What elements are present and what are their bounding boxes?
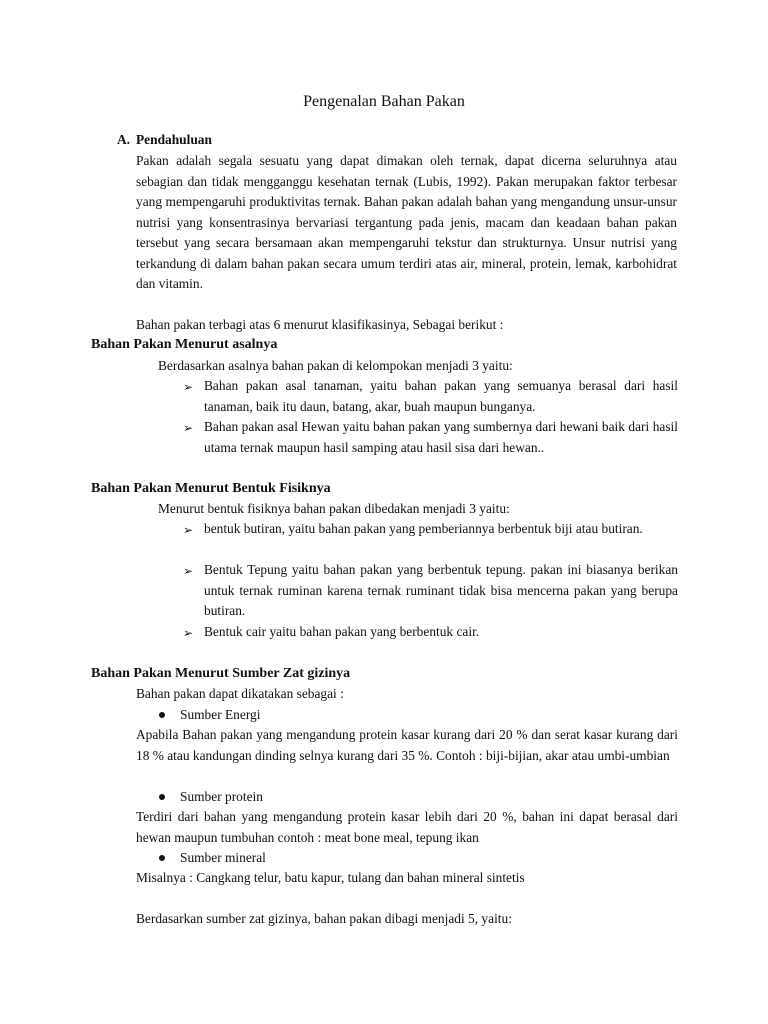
physical-item: Bentuk Tepung yaitu bahan pakan yang berbentuk tepung. pakan ini biasanya berikan untuk ternak ruminan karena ternak ruminant tidak bisa mencerna pakan yang berupa butiran. (204, 562, 678, 618)
nutrient-closing: Berdasarkan sumber zat gizinya, bahan pakan dibagi menjadi 5, yaitu: (136, 911, 512, 926)
classification-intro: Bahan pakan terbagi atas 6 menurut klasifikasinya, Sebagai berikut : (136, 317, 504, 332)
nutrient-heading: Bahan Pakan Menurut Sumber Zat gizinya (91, 666, 351, 681)
energy-text: Apabila Bahan pakan yang mengandung protein kasar kurang dari 20 % dan serat kasar kurang dari 18 % atau kandungan dinding selnya kurang dari 35 %. Contoh : biji-bijian, akar atau umbi-umbian (136, 727, 678, 763)
document-title: Pengenalan Bahan Pakan (303, 93, 465, 110)
section-a-marker: A. (117, 132, 131, 147)
physical-intro: Menurut bentuk fisiknya bahan pakan dibedakan menjadi 3 yaitu: (158, 501, 510, 516)
arrow-bullet-icon: ➢ (183, 626, 194, 640)
physical-item: bentuk butiran, yaitu bahan pakan yang pemberiannya berbentuk biji atau butiran. (204, 521, 643, 536)
arrow-bullet-icon: ➢ (183, 421, 194, 435)
mineral-label: Sumber mineral (180, 850, 266, 865)
arrow-bullet-icon: ➢ (183, 564, 194, 578)
origin-heading: Bahan Pakan Menurut asalnya (91, 337, 278, 352)
protein-text: Terdiri dari bahan yang mengandung protein kasar lebih dari 20 %, bahan ini dapat berasal dari hewan maupun tumbuhan contoh : meat bone meal, tepung ikan (136, 809, 678, 845)
origin-item: Bahan pakan asal tanaman, yaitu bahan pakan yang semuanya berasal dari hasil tanaman, baik itu daun, batang, akar, buah maupun bunganya. (204, 378, 678, 414)
arrow-bullet-icon: ➢ (183, 380, 194, 394)
energy-label: Sumber Energi (180, 707, 261, 722)
bullet-dot-icon (159, 712, 165, 718)
origin-item: Bahan pakan asal Hewan yaitu bahan pakan yang sumbernya dari hewani baik dari hasil utama ternak maupun hasil samping atau hasil sisa dari hewan.. (204, 419, 678, 455)
protein-label: Sumber protein (180, 789, 263, 804)
bullet-dot-icon (159, 855, 165, 861)
bullet-dot-icon (159, 794, 165, 800)
intro-paragraph: Pakan adalah segala sesuatu yang dapat dimakan oleh ternak, dapat dicerna seluruhnya atau sebagian dan tidak mengganggu kesehatan ternak (Lubis, 1992). Pakan merupakan faktor terbesar yang mempengaruhi produktivitas ternak. Bahan pakan adalah bahan yang mengandung unsur-unsur nutrisi yang konsentrasinya bervariasi tergantung pada jenis, macam dan keadaan bahan pakan tersebut yang secara bersamaan akan mempengaruhi tekstur dan strukturnya. Unsur nutrisi yang terkandung di dalam bahan pakan secara umum terdiri atas air, mineral, protein, lemak, karbohidrat dan vitamin. (136, 153, 677, 291)
physical-item: Bentuk cair yaitu bahan pakan yang berbentuk cair. (204, 624, 480, 639)
arrow-bullet-icon: ➢ (183, 523, 194, 537)
section-a-heading: Pendahuluan (136, 132, 212, 147)
mineral-text: Misalnya : Cangkang telur, batu kapur, tulang dan bahan mineral sintetis (136, 870, 525, 885)
physical-heading: Bahan Pakan Menurut Bentuk Fisiknya (91, 481, 331, 496)
nutrient-intro: Bahan pakan dapat dikatakan sebagai : (136, 686, 344, 701)
origin-intro: Berdasarkan asalnya bahan pakan di kelompokan menjadi 3 yaitu: (158, 358, 513, 373)
